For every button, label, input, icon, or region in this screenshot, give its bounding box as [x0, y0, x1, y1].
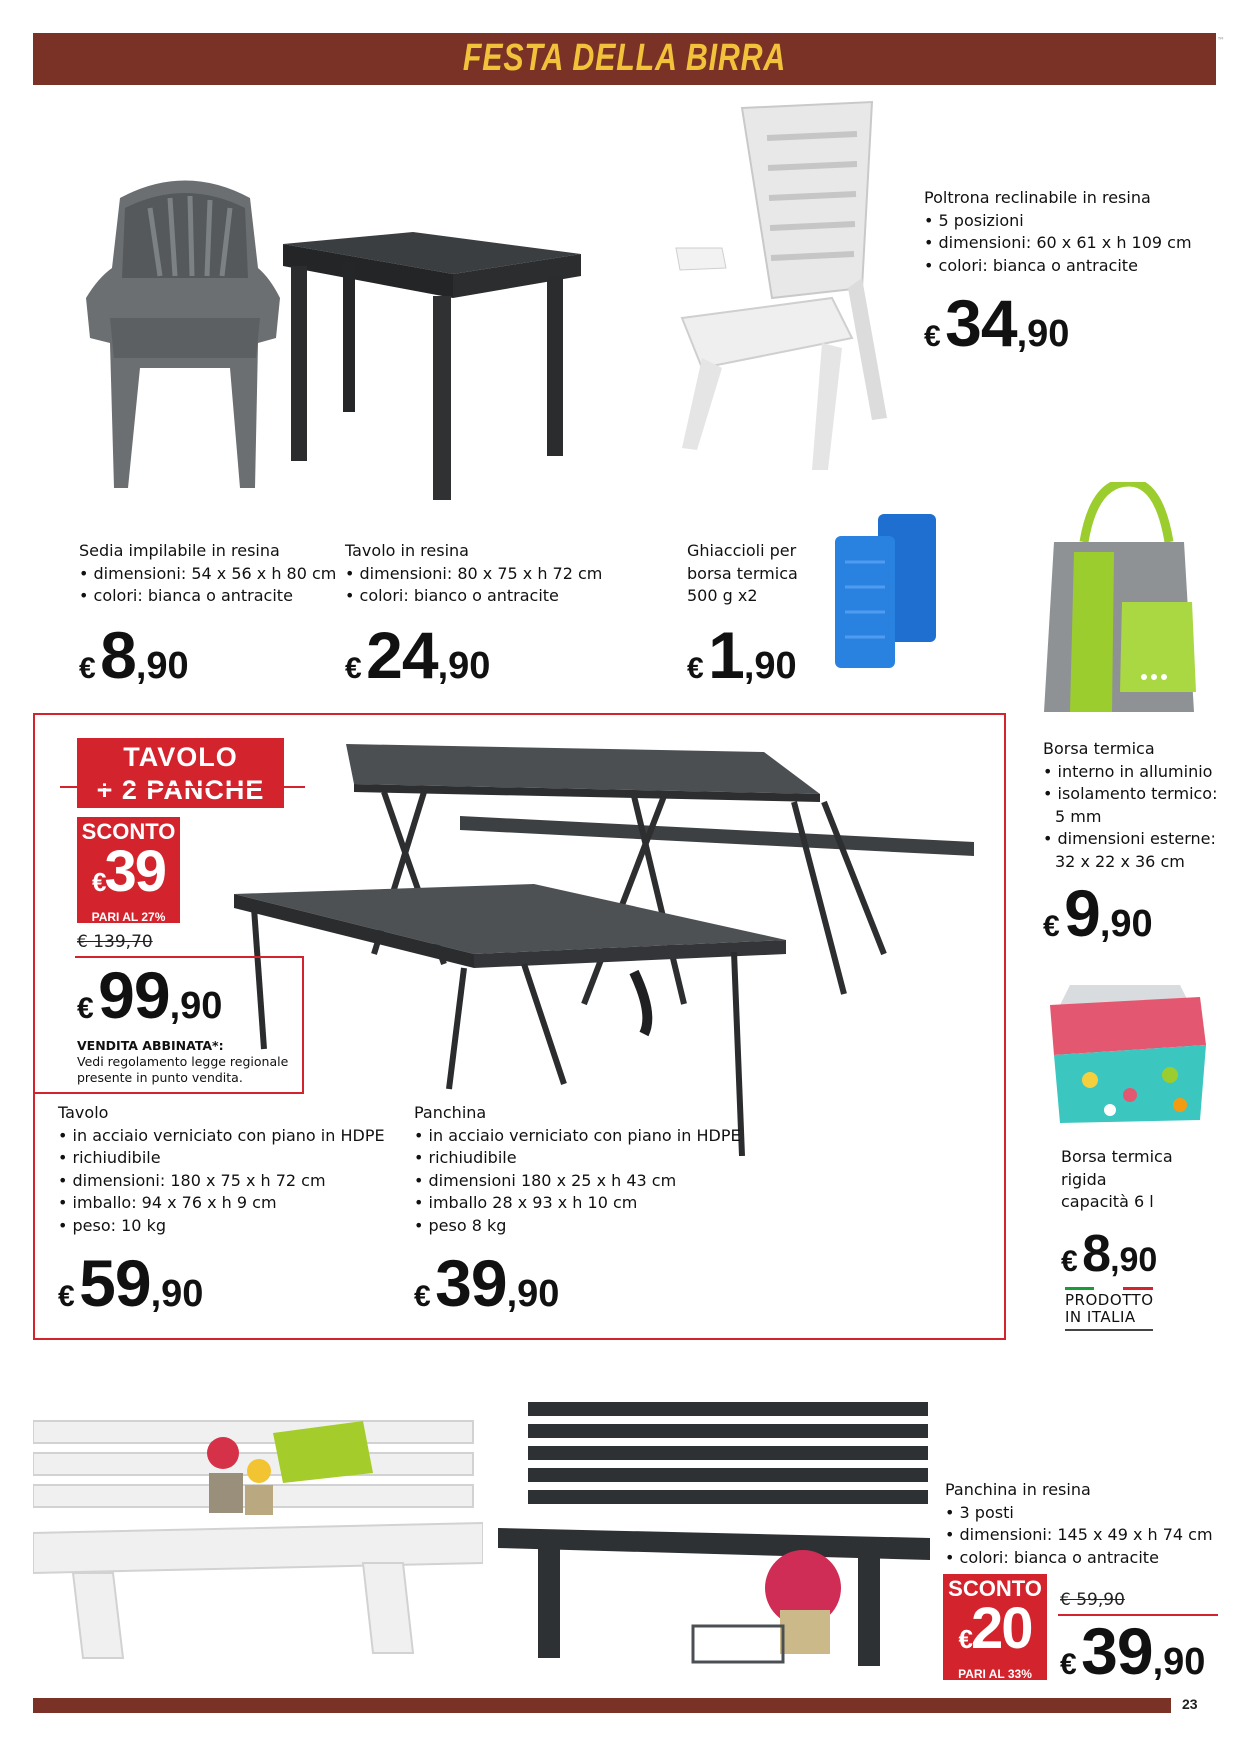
- product-spec: • isolamento termico:: [1043, 784, 1218, 803]
- tavolo-resina-price: [345, 618, 491, 692]
- sconto-badge: [943, 1574, 1047, 1680]
- sconto-value: 39: [104, 839, 165, 904]
- sconto-percentage: PARI AL 27%: [91, 910, 166, 924]
- cooler-bag-image: [1034, 482, 1204, 722]
- product-line: Ghiaccioli per: [687, 541, 797, 560]
- product-spec: • peso 8 kg: [414, 1215, 507, 1235]
- price-integer: 8: [100, 618, 136, 692]
- page-number: 23: [1182, 1696, 1198, 1712]
- price-decimal: ,90: [1152, 1641, 1206, 1683]
- footer-bar: [33, 1698, 1171, 1713]
- panchina-resina-price: [1060, 1614, 1206, 1688]
- divider-line: [33, 1092, 304, 1094]
- product-name: Panchina in resina: [945, 1480, 1091, 1499]
- product-spec: 32 x 22 x 36 cm: [1055, 851, 1185, 871]
- sedia-description: [79, 540, 336, 608]
- white-bench-image: [33, 1413, 483, 1668]
- sconto-amount: [943, 1596, 1047, 1667]
- price-decimal: ,90: [169, 985, 223, 1027]
- product-spec: • dimensioni: 80 x 75 x h 72 cm: [345, 563, 603, 583]
- product-name: Poltrona reclinabile in resina: [924, 188, 1151, 207]
- note-title: VENDITA ABBINATA*:: [77, 1038, 224, 1053]
- currency-symbol: €: [58, 1280, 75, 1313]
- currency-symbol: €: [79, 652, 96, 685]
- currency-symbol: €: [958, 1624, 971, 1654]
- tag-line: + 2 PANCHE: [96, 775, 265, 805]
- vendita-abbinata-note: [77, 1038, 288, 1086]
- product-spec: • richiudibile: [58, 1148, 161, 1167]
- ghiaccioli-description: [687, 540, 798, 608]
- italian-flag-stripe: [1065, 1287, 1153, 1290]
- product-spec: • richiudibile: [414, 1148, 517, 1167]
- product-spec: • dimensioni: 180 x 75 x h 72 cm: [58, 1170, 326, 1190]
- reclining-chair-image: [662, 98, 892, 488]
- product-spec: • 3 posti: [945, 1502, 1014, 1522]
- tavolo-description: [58, 1102, 385, 1237]
- stackable-chair-image: [80, 168, 290, 496]
- currency-symbol: €: [1061, 1245, 1078, 1278]
- dark-bench-image: [498, 1398, 930, 1666]
- panchina-resina-description: [945, 1479, 1213, 1569]
- panchina-description: [414, 1102, 741, 1237]
- currency-symbol: €: [92, 867, 105, 897]
- product-spec: • imballo: 94 x 76 x h 9 cm: [58, 1193, 277, 1212]
- sconto-value: 20: [970, 1596, 1032, 1661]
- product-spec: • in acciaio verniciato con piano in HDPE: [58, 1125, 385, 1145]
- product-spec: 5 mm: [1055, 806, 1102, 826]
- currency-symbol: €: [1060, 1648, 1077, 1681]
- product-line: borsa termica: [687, 563, 798, 583]
- currency-symbol: €: [414, 1280, 431, 1313]
- borsa-rigida-description: [1061, 1146, 1173, 1214]
- panchina-price: [414, 1246, 560, 1320]
- note-line: presente in punto vendita.: [77, 1070, 243, 1085]
- price-integer: 59: [79, 1246, 151, 1320]
- product-spec: • dimensioni: 145 x 49 x h 74 cm: [945, 1525, 1213, 1544]
- product-spec: • imballo 28 x 93 x h 10 cm: [414, 1193, 638, 1212]
- panchina-resina-old-price: € 59,90: [1060, 1590, 1125, 1610]
- product-spec: • dimensioni esterne:: [1043, 829, 1216, 848]
- product-name: Borsa termica: [1043, 739, 1155, 758]
- poltrona-price: [924, 286, 1070, 360]
- corner-mark: ™: [1217, 36, 1225, 45]
- badge-underline: [1065, 1329, 1153, 1331]
- set-price: [77, 958, 223, 1032]
- price-integer: 39: [435, 1246, 507, 1320]
- product-spec: • dimensioni 180 x 25 x h 43 cm: [414, 1170, 677, 1190]
- price-decimal: ,90: [1016, 313, 1070, 355]
- product-line: Borsa termica: [1061, 1147, 1173, 1166]
- price-integer: 99: [98, 958, 170, 1032]
- sconto-percentage: PARI AL 33%: [958, 1667, 1032, 1681]
- resin-table-image: [283, 232, 583, 502]
- product-spec: • dimensioni: 60 x 61 x h 109 cm: [924, 233, 1192, 252]
- note-line: Vedi regolamento legge regionale: [77, 1054, 289, 1069]
- rigid-cooler-image: [1040, 975, 1210, 1125]
- borsa-rigida-price: [1061, 1225, 1158, 1283]
- product-line: rigida: [1061, 1169, 1107, 1189]
- borsa-termica-price: [1043, 876, 1153, 950]
- sconto-label: SCONTO: [948, 1576, 1042, 1601]
- product-spec: • dimensioni: 54 x 56 x h 80 cm: [79, 563, 337, 583]
- price-integer: 39: [1081, 1614, 1153, 1688]
- sconto-amount: [77, 839, 180, 910]
- currency-symbol: €: [345, 652, 362, 685]
- product-spec: • colori: bianco o antracite: [345, 586, 559, 605]
- sconto-label: SCONTO: [81, 819, 176, 844]
- tavolo-panche-tag: [77, 738, 284, 808]
- price-integer: 24: [366, 618, 438, 692]
- currency-symbol: €: [924, 320, 941, 353]
- price-integer: 8: [1082, 1225, 1111, 1283]
- divider-line-vertical: [302, 958, 304, 1092]
- product-spec: • in acciaio verniciato con piano in HDPE: [414, 1125, 741, 1145]
- product-spec: • interno in alluminio: [1043, 761, 1213, 781]
- price-integer: 1: [708, 618, 744, 692]
- product-spec: • colori: bianca o antracite: [945, 1547, 1159, 1567]
- price-decimal: ,90: [1099, 903, 1153, 945]
- sconto-badge: [77, 817, 180, 923]
- badge-line: PRODOTTO: [1065, 1291, 1154, 1309]
- product-name: Panchina: [414, 1103, 487, 1122]
- product-name: Tavolo in resina: [345, 541, 469, 560]
- currency-symbol: €: [1043, 910, 1060, 943]
- price-integer: 9: [1064, 876, 1100, 950]
- price-decimal: ,90: [437, 645, 491, 687]
- borsa-termica-description: [1043, 738, 1217, 873]
- tavolo-resina-description: [345, 540, 602, 608]
- product-name: Tavolo: [58, 1103, 109, 1122]
- product-spec: • peso: 10 kg: [58, 1215, 166, 1235]
- product-line: 500 g x2: [687, 586, 758, 605]
- ghiaccioli-price: [687, 618, 797, 692]
- product-line: capacità 6 l: [1061, 1192, 1154, 1211]
- currency-symbol: €: [687, 652, 704, 685]
- product-name: Sedia impilabile in resina: [79, 541, 280, 560]
- header-bar: [33, 33, 1216, 85]
- tag-line: TAVOLO: [123, 742, 238, 772]
- currency-symbol: €: [77, 992, 94, 1025]
- poltrona-description: [924, 187, 1192, 277]
- price-integer: 34: [945, 286, 1017, 360]
- product-spec: • colori: bianca o antracite: [924, 255, 1138, 275]
- set-old-price: € 139,70: [77, 932, 153, 952]
- ice-packs-image: [833, 512, 943, 672]
- product-spec: • 5 posizioni: [924, 210, 1024, 230]
- price-decimal: ,90: [1110, 1241, 1158, 1279]
- price-decimal: ,90: [150, 1273, 204, 1315]
- sedia-price: [79, 618, 189, 692]
- badge-line: IN ITALIA: [1065, 1308, 1136, 1326]
- page-title: FESTA DELLA BIRRA: [462, 37, 787, 79]
- product-spec: • colori: bianca o antracite: [79, 586, 293, 605]
- price-decimal: ,90: [135, 645, 189, 687]
- price-decimal: ,90: [506, 1273, 560, 1315]
- tavolo-price: [58, 1246, 204, 1320]
- prodotto-in-italia-badge: [1065, 1292, 1154, 1326]
- tag-bracket-line: [60, 786, 305, 788]
- price-decimal: ,90: [743, 645, 797, 687]
